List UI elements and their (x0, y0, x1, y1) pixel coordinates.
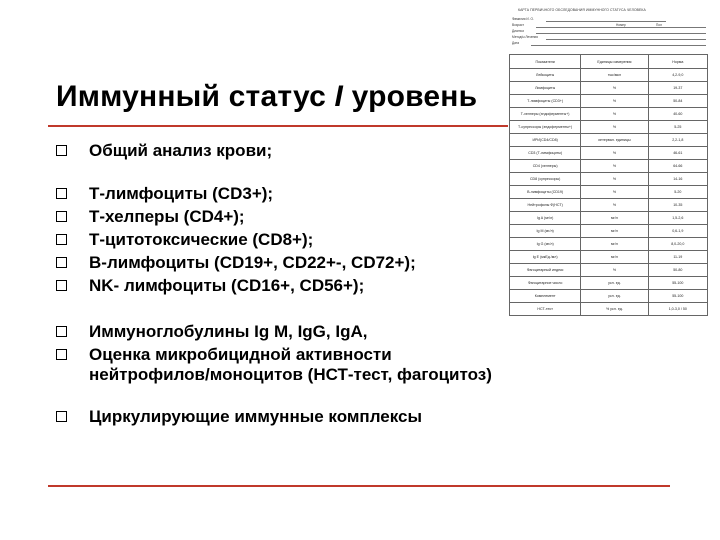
card-cell: усл. ед. (581, 290, 648, 303)
card-cell: 5-20 (648, 186, 707, 199)
card-field-line (536, 33, 706, 34)
card-cell: мг/л (581, 212, 648, 225)
card-field: Возраст (512, 23, 524, 27)
card-cell: 0,6-1,9 (648, 225, 707, 238)
card-field: Номер (616, 23, 626, 27)
card-table-row (510, 121, 708, 134)
card-cell: усл. ед. (581, 277, 648, 290)
card-table-row (510, 303, 708, 316)
card-cell: 50-84 (648, 95, 707, 108)
card-cell: 2,2-1,8 (648, 134, 707, 147)
card-table-row (510, 277, 708, 290)
card-table-row (510, 238, 708, 251)
card-table-row (510, 160, 708, 173)
title-divider (48, 125, 508, 127)
card-cell: 46-61 (648, 147, 707, 160)
card-cell: мг/л (581, 251, 648, 264)
square-bullet-icon (56, 349, 67, 360)
card-field: Фамилия И. О. (512, 17, 534, 21)
card-cell: Т-хелперы (эндоферменты+) (510, 108, 581, 121)
card-cell: % (581, 147, 648, 160)
card-table-row (510, 108, 708, 121)
card-cell: тыс/мкл (581, 69, 648, 82)
square-bullet-icon (56, 211, 67, 222)
card-cell: CD3 (Т-лимфоциты) (510, 147, 581, 160)
card-cell: 8,0-20,0 (648, 238, 707, 251)
card-cell: % (581, 199, 648, 212)
card-cell: CD8 (супрессоры) (510, 173, 581, 186)
card-cell: Ig E (мкЕд./мл) (510, 251, 581, 264)
card-cell: Лейкоциты (510, 69, 581, 82)
card-table-row (510, 251, 708, 264)
square-bullet-icon (56, 257, 67, 268)
card-field-line (546, 39, 706, 40)
card-cell: % (581, 173, 648, 186)
card-cell: 11-19 (648, 251, 707, 264)
card-cell: 50-80 (648, 264, 707, 277)
card-cell: % (581, 108, 648, 121)
title-level: I (334, 80, 344, 113)
card-field: Дата (512, 41, 520, 45)
card-cell: Комплемент (510, 290, 581, 303)
card-field: Пол (656, 23, 662, 27)
card-table-row (510, 264, 708, 277)
card-column-header: Показатели (510, 55, 581, 69)
card-cell: CD4 (хелперы) (510, 160, 581, 173)
card-table-row (510, 69, 708, 82)
card-cell: Т-супрессоры (эндоферменты+) (510, 121, 581, 134)
title-main: Иммунный статус (56, 80, 335, 113)
card-cell: 1,5-2,6 (648, 212, 707, 225)
card-cell: Нейтрофилы Ф(НСТ) (510, 199, 581, 212)
card-cell: В-лимфоциты (CD19) (510, 186, 581, 199)
card-cell: Ig G (мг/л) (510, 238, 581, 251)
card-column-header: Единицы измерения (581, 55, 648, 69)
card-cell: Ig M (мг/л) (510, 225, 581, 238)
card-field: Метод/ы Лечения (512, 35, 538, 39)
card-cell: % (581, 160, 648, 173)
card-table-row (510, 147, 708, 160)
card-cell: 14-16 (648, 173, 707, 186)
square-bullet-icon (56, 145, 67, 156)
card-cell: 10-35 (648, 199, 707, 212)
card-table-row (510, 199, 708, 212)
footer-divider (48, 485, 670, 487)
card-field-line (536, 27, 706, 28)
card-table-row (510, 95, 708, 108)
card-table (509, 54, 708, 316)
card-cell: 19-37 (648, 82, 707, 95)
card-cell: НСТ-тест (510, 303, 581, 316)
card-cell: % (581, 264, 648, 277)
card-field: Диагноз (512, 29, 524, 33)
card-table-row (510, 212, 708, 225)
card-cell: мг/л (581, 238, 648, 251)
card-cell: % (581, 121, 648, 134)
card-column-header: Норма (648, 55, 707, 69)
card-field-line (531, 45, 706, 46)
card-cell: 64-66 (648, 160, 707, 173)
title-rest: уровень (343, 80, 478, 113)
square-bullet-icon (56, 411, 67, 422)
square-bullet-icon (56, 234, 67, 245)
card-cell: Лимфоциты (510, 82, 581, 95)
card-table-header (510, 55, 708, 69)
card-cell: 1,0-3,0 / 50 (648, 303, 707, 316)
card-cell: 40-60 (648, 108, 707, 121)
square-bullet-icon (56, 280, 67, 291)
immune-status-card-image (506, 4, 710, 344)
card-table-row (510, 173, 708, 186)
card-table-row (510, 290, 708, 303)
page-title (56, 80, 477, 114)
card-cell: Фагоцитарный индекс (510, 264, 581, 277)
card-cell: % (581, 82, 648, 95)
card-cell: % (581, 95, 648, 108)
card-table-row (510, 134, 708, 147)
card-cell: Фагоцитарное число (510, 277, 581, 290)
card-cell: % (581, 186, 648, 199)
square-bullet-icon (56, 188, 67, 199)
square-bullet-icon (56, 326, 67, 337)
card-cell: 55-100 (648, 290, 707, 303)
card-cell: Т-лимфоциты (CD3+) (510, 95, 581, 108)
card-cell: 4,2-9,0 (648, 69, 707, 82)
card-table-row (510, 186, 708, 199)
card-table-row (510, 225, 708, 238)
card-table-row (510, 82, 708, 95)
card-cell: мг/л (581, 225, 648, 238)
card-cell: % усл. ед. (581, 303, 648, 316)
card-cell: Ig A (мг/л) (510, 212, 581, 225)
card-cell: интервал. единицы (581, 134, 648, 147)
card-cell: 55-100 (648, 277, 707, 290)
card-cell: 5-25 (648, 121, 707, 134)
card-header: КАРТА ПЕРВИЧНОГО ОБСЛЕДОВАНИЯ ИММУННОГО СТАТУСА ЧЕЛОВЕКА (518, 8, 646, 12)
card-field-line (546, 21, 666, 22)
card-cell: ИРИ(CD4/CD8) (510, 134, 581, 147)
